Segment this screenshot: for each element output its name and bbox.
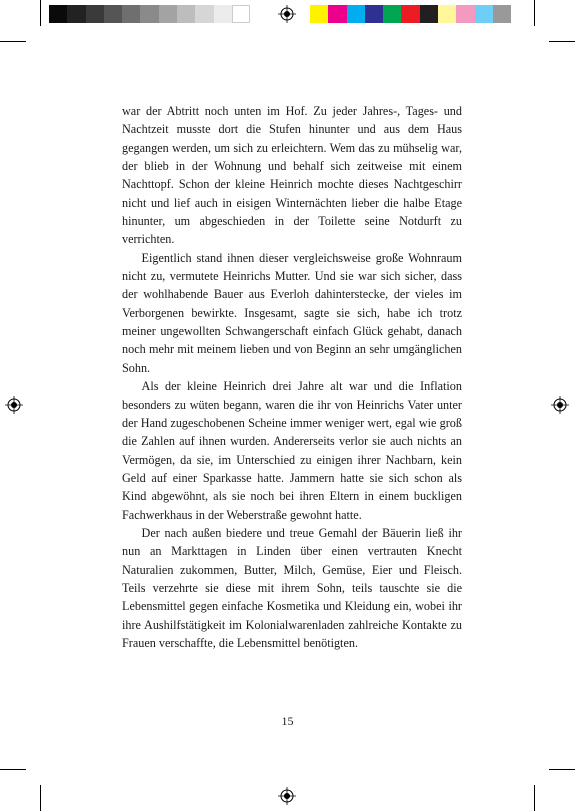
gray-swatch <box>122 5 140 23</box>
color-swatch <box>456 5 474 23</box>
gray-swatch <box>214 5 232 23</box>
registration-mark-icon <box>5 396 23 414</box>
gray-swatch <box>159 5 177 23</box>
color-swatch <box>401 5 419 23</box>
registration-mark-icon <box>551 396 569 414</box>
color-swatch <box>328 5 346 23</box>
gray-swatch <box>86 5 104 23</box>
gray-swatch <box>140 5 158 23</box>
gray-swatch <box>49 5 67 23</box>
color-swatch <box>310 5 328 23</box>
registration-mark-icon <box>278 787 296 805</box>
color-swatch <box>420 5 438 23</box>
gray-swatch <box>104 5 122 23</box>
paragraph-2: Eigentlich stand ihnen dieser vergleichsweise große Wohnraum nicht zu, vermutete Heinrichs Mutter. Und sie war sich sicher, dass der wohlhabende Bauer aus Everloh dahinterstecke, der vieles im Verborgenen bewirkte. Insgesamt, sagte sie sich, habe ich trotz meiner ungewollten Schwangerschaft einfach Glück gehabt, danach noch mehr mit meinem lieben und von Beginn an sehr umgänglichen Sohn. <box>122 250 462 375</box>
grayscale-color-bar <box>49 5 250 23</box>
gray-swatch <box>195 5 213 23</box>
process-color-bar <box>310 5 511 23</box>
gray-swatch <box>232 5 250 23</box>
color-swatch <box>475 5 493 23</box>
color-swatch <box>383 5 401 23</box>
registration-mark-icon <box>278 5 296 23</box>
gray-swatch <box>177 5 195 23</box>
body-text <box>122 102 462 652</box>
gray-swatch <box>67 5 85 23</box>
color-swatch <box>438 5 456 23</box>
page-number: 15 <box>281 714 294 728</box>
paragraph-1: war der Abtritt noch unten im Hof. Zu jeder Jahres-, Tages- und Nachtzeit musste dort die Stufen hinunter und aus dem Haus gegangen werden, um sich zu erleichtern. Wem das zu mühselig war, der blieb in der Wohnung und behalf sich zeitweise mit einem Nachttopf. Schon der kleine Heinrich mochte dieses Nachtgeschirr nicht und lief auch in eisigen Winternächten lieber die halbe Etage hinunter, um abgeschieden in der Toilette seine Notdurft zu verrichten. <box>122 104 462 247</box>
paragraph-4: Der nach außen biedere und treue Gemahl der Bäuerin ließ ihr nun an Markttagen in Linden über einen vertrauten Knecht Naturalien zukommen, Butter, Milch, Gemüse, Eier und Fleisch. Teils verzehrte sie diese mit ihrem Sohn, teils tauschte sie die Lebensmittel gegen einfache Kosmetika und Kleidung ein, wobei ihr ihre Aushilfstätigkeit im Kolonialwarenladen zahlreiche Kontakte zu Frauen verschaffte, die Lebensmittel benötigten. <box>122 525 462 650</box>
color-swatch <box>365 5 383 23</box>
color-swatch <box>493 5 511 23</box>
color-swatch <box>347 5 365 23</box>
paragraph-3: Als der kleine Heinrich drei Jahre alt war und die Inflation besonders zu wüten begann, waren die ihr von Heinrichs Vater unter der Hand zugeschobenen Scheine immer weniger wert, egal wie groß die Zahlen auf ihnen wurden. Andererseits verlor sie auch nichts an Vermögen, da sie, im Unterschied zu einigen ihrer Nachbarn, kein Geld auf einer Sparkasse hatte. Jammern hatte sie sich schon als Kind abgewöhnt, als sie noch bei ihren Eltern in einem buckligen Fachwerkhaus in der Weberstraße gewohnt hatte. <box>122 379 462 522</box>
